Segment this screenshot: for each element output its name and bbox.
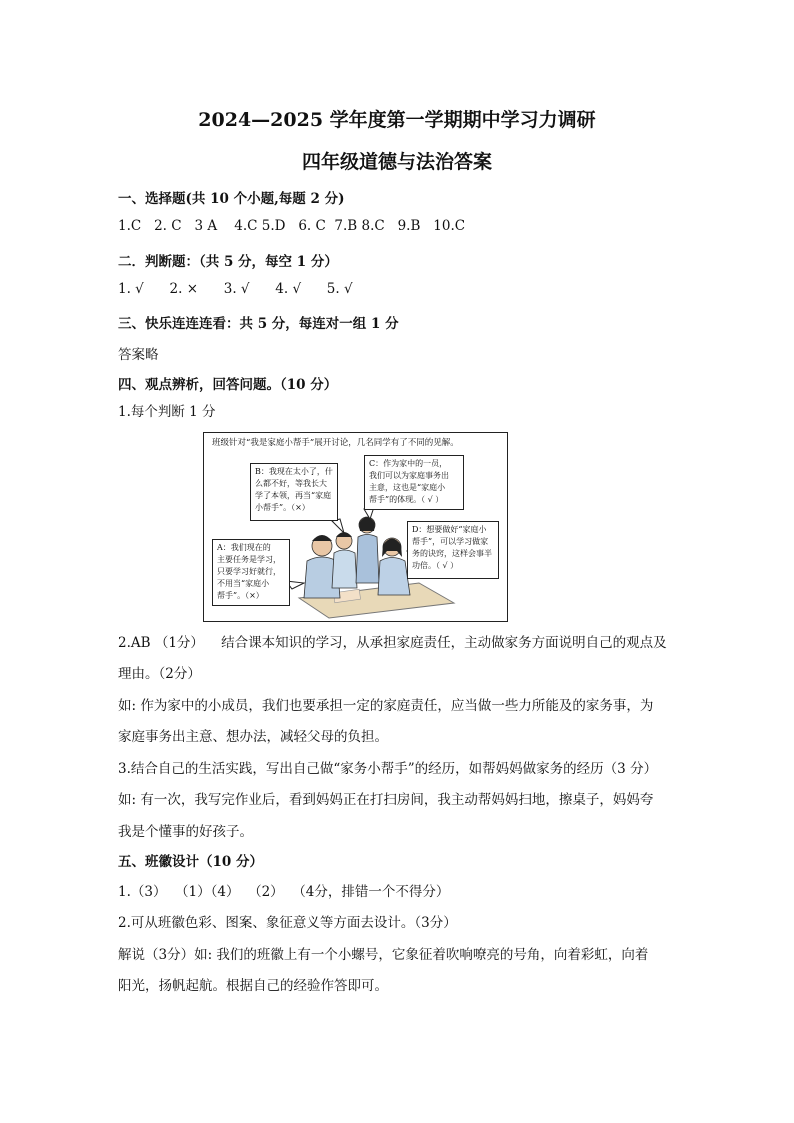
- section5-line4: 阳光，扬帆起航。根据自己的经验作答即可。: [118, 978, 388, 994]
- bubble-b-text: B：我现在太小了，什 么都不好，等我长大 学了本领，再当“家庭 小帮手”。（×）: [255, 467, 333, 512]
- section2-answers: 1. √ 2. × 3. √ 4. √ 5. √: [118, 281, 353, 297]
- section4-q3-line2: 如: 有一次，我写完作业后，看到妈妈正在打扫房间，我主动帮妈妈扫地，擦桌子，妈妈夸: [118, 792, 654, 808]
- section5-heading: 五、班徽设计（10 分）: [118, 854, 263, 870]
- bubble-b: [250, 463, 338, 521]
- section4-q1: 1.每个判断 1 分: [118, 404, 216, 420]
- section4-q3-line3: 我是个懂事的好孩子。: [118, 824, 253, 840]
- section1-heading: 一、选择题(共 10 个小题,每题 2 分): [118, 191, 345, 207]
- section4-q2-line4: 家庭事务出主意、想办法，减轻父母的负担。: [118, 729, 388, 745]
- section2-heading: 二．判断题：（共 5 分，每空 1 分）: [118, 254, 338, 270]
- section4-heading: 四、观点辨析，回答问题。（10 分）: [118, 377, 338, 393]
- bubble-a: [212, 539, 290, 606]
- section3-answer: 答案略: [118, 347, 159, 363]
- title-sub: 四年级道德与法治答案: [301, 151, 492, 173]
- section5-line3: 解说（3分）如: 我们的班徽上有一个小螺号，它象征着吹响嘹亮的号角，向着彩虹，向着: [118, 947, 649, 963]
- bubble-d-text: D：想要做好“家庭小 帮手”，可以学习做家 务的诀窍，这样会事半 功倍。（ √ ）: [412, 525, 492, 570]
- section4-q3-line1: 3.结合自己的生活实践，写出自己做“家务小帮手”的经历，如帮妈妈做家务的经历（3 分）: [118, 761, 658, 777]
- section1-answers: 1.C 2. C 3 A 4.C 5.D 6. C 7.B 8.C 9.B 10.C: [118, 218, 466, 234]
- bubble-d: [407, 521, 499, 579]
- bubble-c-text: C：作为家中的一员， 我们可以为家庭事务出 主意，这也是“家庭小 帮手”的体现。（ √ ）: [369, 459, 449, 504]
- discussion-figure: [203, 432, 508, 622]
- figure-caption: 班级针对“我是家庭小帮手”展开讨论，几名同学有了不同的见解。: [212, 438, 459, 448]
- title-main: 2024—2025 学年度第一学期期中学习力调研: [198, 109, 596, 131]
- bubble-c: [364, 455, 464, 510]
- section4-q2-line2: 理由。（2分）: [118, 666, 201, 682]
- section5-q1: 1.（3） （1）（4） （2） （4分，排错一个不得分）: [118, 884, 450, 900]
- section4-q2-line1: 2.AB （1分） 结合课本知识的学习，从承担家庭责任，主动做家务方面说明自己的观点及: [118, 635, 667, 651]
- section4-q2-line3: 如: 作为家中的小成员，我们也要承担一定的家庭责任，应当做一些力所能及的家务事，为: [118, 698, 654, 714]
- section5-q2: 2.可从班徽色彩、图案、象征意义等方面去设计。（3分）: [118, 915, 457, 931]
- bubble-a-text: A：我们现在的 主要任务是学习， 只要学习好就行， 不用当“家庭小 帮手”。（×）: [217, 543, 281, 600]
- section3-heading: 三、快乐连连连看：共 5 分，每连对一组 1 分: [118, 316, 399, 332]
